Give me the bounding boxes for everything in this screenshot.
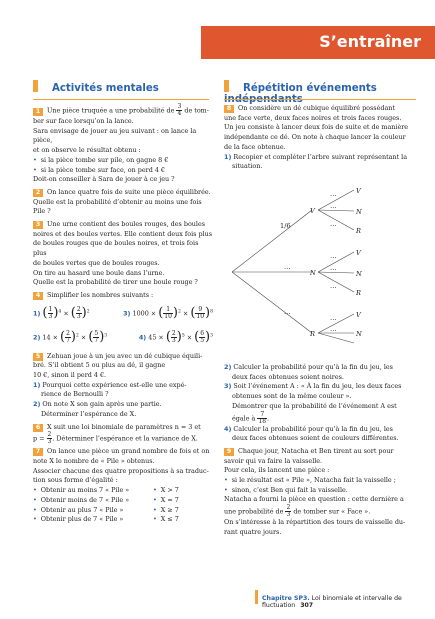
text: de la face obtenue. (224, 142, 286, 151)
section-heading-right (224, 80, 416, 98)
exercise-1 (33, 104, 213, 117)
exercise-6: 6 X suit une loi binomiale de paramètres n = 3 et (33, 423, 213, 433)
choice-item: • X ≥ 7 (153, 505, 179, 514)
tree-leaf-N: N (356, 208, 362, 216)
footer-bar (255, 590, 258, 604)
text: une probabilité de $\frac{2}{3}$ de tomber sur « Face ». (224, 504, 371, 519)
text: On s’intéresse à la répartition des tours de vaisselle du- (224, 518, 406, 527)
heading-bar (33, 80, 38, 92)
choice-item: • Obtenir au plus 7 « Pile » (33, 505, 124, 514)
tree-leaf-V: V (356, 311, 361, 319)
text: et on observe le résultat obtenu : (33, 146, 141, 155)
tree-prob-label: … (330, 202, 337, 210)
exercise-number: 3 (33, 221, 43, 229)
exercise-number: 1 (33, 108, 43, 116)
text: indépendante ce dé. On note à chaque lancer la couleur (224, 133, 406, 142)
footer-chapter: Chapitre SP3. (262, 595, 310, 602)
tree-leaf-N: N (356, 270, 362, 278)
text: Doit-on conseiller à Sara de jouer à ce jeu ? (33, 175, 175, 184)
text: deux faces obtenues soient noires. (232, 372, 344, 381)
exercise-9: 9 Chaque jour, Natacha et Ben tirent au sort pour (224, 447, 420, 457)
exercise-5: 5 Zehuan joue à un jeu avec un dé cubique équili- (33, 352, 213, 362)
bullet-item: • si la pièce tombe sur face, on perd 4 € (33, 165, 165, 174)
banner-rule (201, 57, 435, 59)
tree-prob-label: … (330, 325, 337, 333)
tree-prob-label: … (330, 220, 337, 228)
text: Pile ? (33, 207, 51, 216)
text: Déterminer l’espérance de X. (41, 409, 137, 418)
exercise-number: 9 (224, 448, 234, 456)
exercise-number: 7 (33, 448, 43, 456)
choice-item: • Obtenir moins de 7 « Pile » (33, 495, 130, 504)
text: Un jeu consiste à lancer deux fois de suite et de manière (224, 123, 409, 132)
tree-branch (318, 210, 354, 211)
fraction: $\frac{3}{4}$ (177, 103, 182, 117)
heading-text: Activités mentales (52, 83, 159, 94)
exercise-2: 2 On lance quatre fois de suite une pièce équilibrée. (33, 188, 213, 198)
right-column-top (224, 104, 420, 172)
choice-item: • Obtenir au moins 7 « Pile » (33, 486, 130, 495)
question: 2) Calculer la probabilité pour qu’à la fin du jeu, les (224, 363, 393, 371)
exercise-number: 4 (33, 292, 43, 300)
exercise-number: 2 (33, 189, 43, 197)
text: de boules vertes que de boules rouges. (33, 258, 160, 267)
text: obtenues sont de la même couleur ». (232, 392, 352, 401)
tree-prob-label: … (330, 264, 337, 272)
tree-leaf-V: V (356, 249, 361, 257)
expression-1: 1) ( $\frac{1}{3}$ )$^4$ × ( $\frac{2}{3}$ )$^2$ (33, 305, 90, 321)
heading-rule (224, 99, 416, 100)
expression-2: 2) 14 × ( $\frac{2}{7}$ )$^2$ × ( $\frac{5}{7}$ )$^3$ (33, 329, 108, 345)
question: 1) Pourquoi cette expérience est-elle une expé- (33, 380, 187, 389)
bullet-item: • si le résultat est « Pile », Natacha fait la vaisselle ; (224, 476, 396, 485)
tree-prob-label: … (284, 263, 291, 271)
tree-prob-label: … (330, 252, 337, 260)
page-footer (262, 595, 435, 609)
tree-prob-label: … (330, 190, 337, 198)
bullet-item: • si la pièce tombe sur pile, on gagne 8 € (33, 155, 169, 164)
text: Une pièce truquée a une probabilité de (47, 106, 175, 115)
page-banner (201, 26, 435, 57)
tree-prob-label: … (284, 308, 291, 316)
tree-leaf-N: N (356, 330, 362, 338)
tree-branch (318, 333, 354, 343)
tree-prob-label: … (330, 314, 337, 322)
text: rience de Bernoulli ? (41, 390, 109, 399)
text: situation. (232, 162, 263, 171)
tree-branch (232, 272, 312, 333)
text: savoir qui va faire la vaisselle. (224, 456, 323, 465)
expression-3: 3) 1000 × ( $\frac{1}{10}$ )$^2$ × ( $\frac{9}{10}$ )$^8$ (123, 305, 213, 321)
exercise-7: 7 On lance une pièce un grand nombre de fois et on (33, 447, 213, 457)
text: bré. S’il obtient 5 ou plus au dé, il gagne (33, 361, 166, 370)
text: p = $\frac{2}{3}$ . Déterminer l’espérance et la variance de X. (33, 431, 198, 446)
banner-title: S’entraîner (319, 32, 421, 51)
text: ber sur face lorsqu’on la lance. (33, 117, 134, 125)
exercise-number: 6 (33, 424, 43, 432)
tree-branch (232, 210, 312, 272)
choice-item: • X = 7 (153, 495, 179, 504)
choice-grid (33, 486, 213, 525)
page-number: 307 (300, 602, 314, 609)
probability-tree (222, 180, 422, 345)
question: 4) Calculer la probabilité pour qu’à la fin du jeu, les (224, 424, 393, 433)
tree-branch (318, 272, 354, 273)
tree-node-R: R (310, 330, 315, 338)
text: Pour cela, ils lancent une pièce : (224, 466, 330, 475)
question: 3) Soit l’événement A : « À la fin du jeu, les deux faces (224, 382, 402, 391)
text: deux faces obtenues soient de couleurs différentes. (232, 434, 399, 443)
text: Quelle est la probabilité d’obtenir au moins une fois (33, 197, 202, 206)
bullet-item: • sinon, c’est Ben qui fait la vaisselle. (224, 485, 348, 494)
exercise-8: 8 On considère un dé cubique équilibré possédant (224, 104, 420, 114)
tree-leaf-V: V (356, 187, 361, 195)
question: 2) On note X son gain après une partie. (33, 400, 162, 409)
tree-leaf-R: R (356, 227, 361, 235)
expressions-row-2 (33, 327, 213, 349)
heading-bar (224, 80, 229, 92)
text: Sara envisage de jouer au jeu suivant : on lance la pièce, (33, 126, 197, 145)
text: égale à $\frac{7}{18}$ . (232, 410, 270, 425)
text: de boules rouges que de boules noires, et trois fois plus (33, 239, 199, 258)
text: On tire au hasard une boule dans l’urne. (33, 268, 165, 277)
text: Natacha a fourni la pièce en question : cette dernière a (224, 495, 404, 504)
text: 10 €, sinon il perd 4 €. (33, 371, 107, 380)
text: Quelle est la probabilité de tirer une boule rouge ? (33, 278, 198, 287)
exercise-number: 5 (33, 353, 43, 361)
text: Associer chacune des quatre propositions à sa traduc- (33, 466, 209, 475)
text: noires et des boules vertes. Elle contient deux fois plus (33, 229, 212, 238)
exercise-3: 3 Une urne contient des boules rouges, des boules (33, 220, 213, 230)
text: note X le nombre de « Pile » obtenus. (33, 456, 155, 465)
section-heading-left (33, 80, 209, 98)
left-column (33, 104, 213, 525)
question: 1) Recopier et compléter l’arbre suivant représentant la (224, 152, 408, 161)
text: de tom- (184, 106, 209, 115)
heading-rule (33, 99, 209, 100)
text: tion sous forme d’égalité : (33, 476, 118, 485)
tree-prob-label: 1/6 (280, 222, 291, 230)
expressions-row-1 (33, 303, 213, 325)
tree-leaf-R: R (356, 289, 361, 297)
right-column-bottom (224, 363, 420, 538)
text: Démontrer que la probabilité de l’événement A est (232, 401, 397, 410)
exercise-number: 8 (224, 105, 234, 113)
tree-node-N: N (310, 269, 316, 277)
choice-item: • Obtenir plus de 7 « Pile » (33, 515, 124, 524)
tree-node-V: V (310, 207, 315, 215)
footer-title: Loi binomiale et intervalle de fluctuation (262, 595, 402, 609)
choice-item: • X > 7 (153, 486, 179, 495)
tree-prob-label: … (330, 282, 337, 290)
choice-item: • X ≤ 7 (153, 515, 179, 524)
text: rant quatre jours. (224, 527, 282, 536)
expression-4: 4) 45 × ( $\frac{2}{3}$ )$^5$ × ( $\frac{6}{5}$ )$^3$ (138, 329, 213, 345)
exercise-4: 4 Simplifier les nombres suivants : (33, 291, 213, 301)
heading-text: Répétition événements (243, 83, 377, 94)
text: une face verte, deux faces noires et trois faces rouges. (224, 113, 402, 122)
